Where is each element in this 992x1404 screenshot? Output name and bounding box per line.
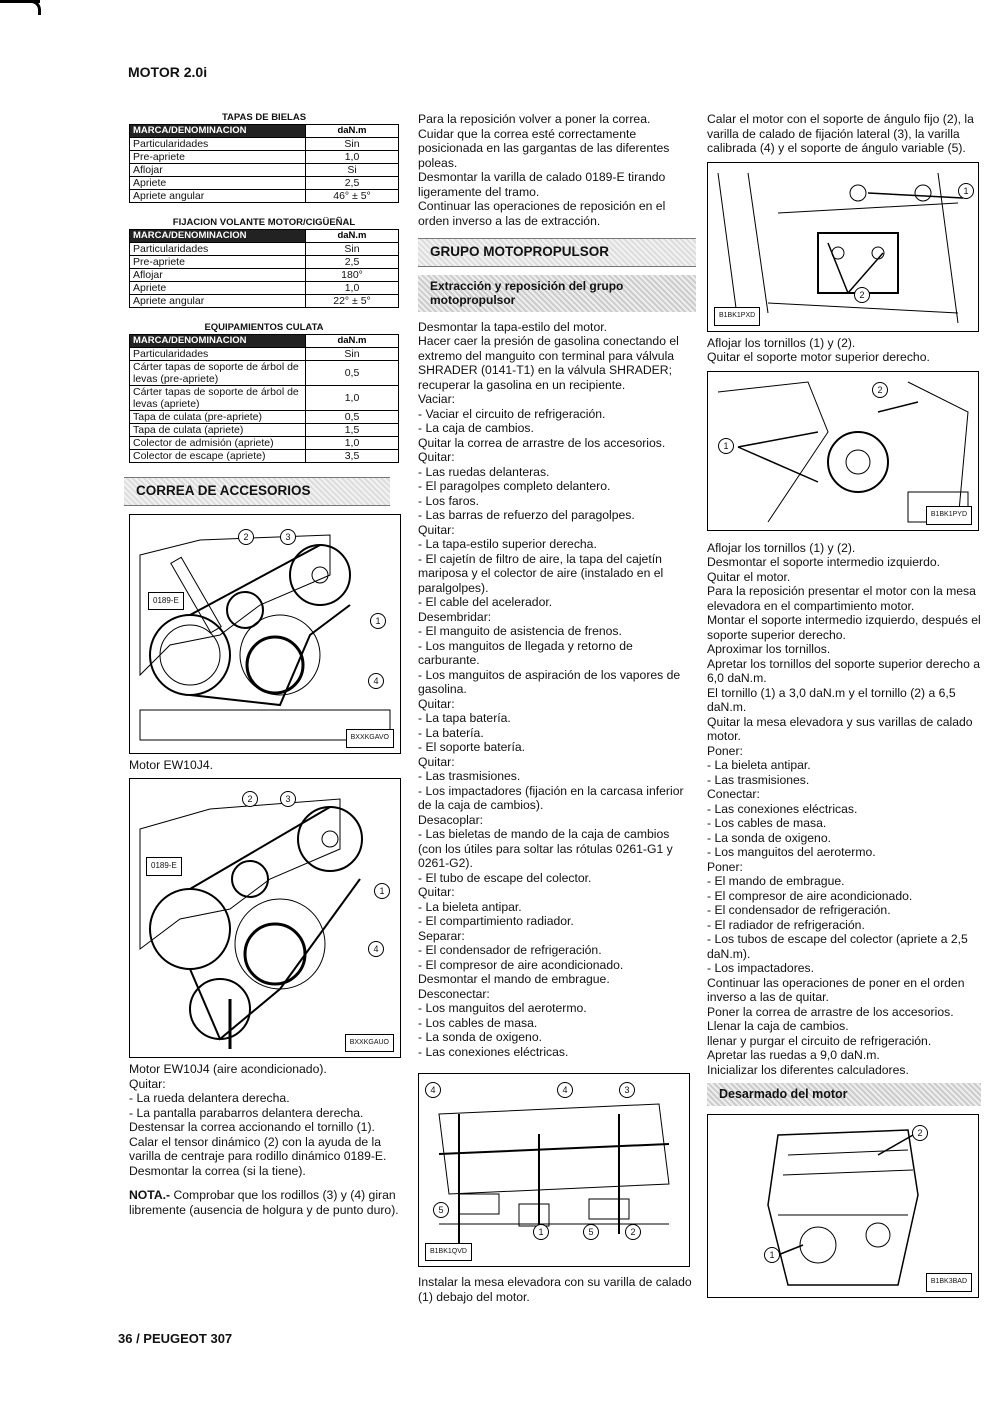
- text-line: Quitar el motor.: [707, 569, 791, 584]
- text-line: Para la reposición presentar el motor con la mesa elevadora en el compartimiento motor.: [707, 584, 976, 613]
- table-value-cell: 1,0: [306, 151, 399, 164]
- text-line: Para la reposición volver a poner la correa.: [418, 112, 651, 126]
- table-value-cell: 3,5: [306, 450, 399, 463]
- callout-2: 2: [872, 382, 888, 398]
- text-line: - El compresor de aire acondicionado.: [707, 888, 913, 903]
- table-header-cell: daN.m: [306, 125, 399, 138]
- text-line: Quitar:: [418, 885, 455, 899]
- col2-intro: [418, 112, 696, 228]
- figure-id: BXXKGAUO: [345, 1034, 394, 1053]
- table-row: [130, 256, 399, 269]
- text-line: Quitar:: [418, 522, 455, 537]
- text-line: - La sonda de oxigeno.: [418, 1030, 542, 1044]
- text-line: - Los cables de masa.: [418, 1015, 538, 1030]
- table-label-cell: Apriete: [130, 282, 306, 295]
- engine-disassembly-diagram: [708, 1115, 978, 1297]
- text-line: - El paragolpes completo delantero.: [418, 479, 611, 493]
- text-line: - La pantalla parabarros delantera derecha.: [129, 1105, 364, 1120]
- text-line: - Los manguitos del aerotermo.: [418, 1001, 587, 1015]
- table-value-cell: Si: [306, 164, 399, 177]
- figure-id: B1BK1PYD: [926, 506, 972, 525]
- nota-paragraph: [129, 1188, 400, 1217]
- belt-diagram: [130, 515, 400, 753]
- text-line: - Las barras de refuerzo del paragolpes.: [418, 508, 635, 522]
- text-line: Desmontar la correa (si la tiene).: [129, 1163, 306, 1178]
- text-line: Montar el soporte intermedio izquierdo, después el soporte superior derecho.: [707, 613, 981, 642]
- text-line: Conectar:: [707, 787, 760, 801]
- text-line: - Las trasmisiones.: [418, 769, 521, 783]
- text-line: Vaciar:: [418, 392, 456, 406]
- text-line: - La batería.: [418, 725, 484, 740]
- table-label-cell: Particularidades: [130, 138, 306, 151]
- text-line: Quitar:: [418, 450, 455, 464]
- caption-fig2: Motor EW10J4 (aire acondicionado).: [129, 1062, 327, 1076]
- table-label-cell: Apriete angular: [130, 295, 306, 308]
- figure-belt-ew10j4: [129, 514, 401, 754]
- callout-1: 1: [370, 613, 386, 629]
- text-line: - El tubo de escape del colector.: [418, 870, 592, 885]
- table-value-cell: 1,0: [306, 437, 399, 450]
- caption-lift-table: Instalar la mesa elevadora con su varilla de calado (1) debajo del motor.: [418, 1275, 692, 1304]
- table-header-cell: MARCA/DENOMINACION: [130, 125, 306, 138]
- table-row: [130, 361, 399, 386]
- spec-table: [129, 217, 399, 308]
- text-line: Desmontar la tapa-estilo del motor.: [418, 319, 607, 334]
- text-line: - Los impactadores.: [707, 961, 815, 975]
- callout-4: 4: [368, 941, 384, 957]
- text-line: - Las conexiones eléctricas.: [418, 1044, 569, 1059]
- section-correa: CORREA DE ACCESORIOS: [124, 477, 390, 506]
- engine-support-diagram: [708, 163, 978, 331]
- table-row: [130, 243, 399, 256]
- table-value-cell: 0,5: [306, 361, 399, 386]
- callout-1: 1: [533, 1224, 549, 1240]
- table-value-cell: 180°: [306, 269, 399, 282]
- column-middle: [418, 112, 696, 1310]
- col3-intro: Calar el motor con el soporte de ángulo fijo (2), la varilla de calado de fijación lateral (3), la varilla calibrada (4) y el soporte de ángulo variable (5).: [707, 112, 974, 155]
- spec-tables: [118, 112, 400, 463]
- spec-table: [129, 112, 399, 203]
- table-label-cell: Particularidades: [130, 348, 306, 361]
- text-line: - La bieleta antipar.: [418, 899, 522, 914]
- callout-3: 3: [280, 791, 296, 807]
- text-line: llenar y purgar el circuito de refrigeración.: [707, 1033, 932, 1048]
- text-line: - Las conexiones eléctricas.: [707, 801, 858, 816]
- figure-lift-table: [418, 1073, 690, 1267]
- callout-1: 1: [764, 1247, 780, 1263]
- col1-text: [129, 1077, 400, 1179]
- callout-5a: 5: [433, 1202, 449, 1218]
- text-line: - El cajetín de filtro de aire, la tapa del cajetín mariposa y el colector de aire (instalado en el paralgolpes).: [418, 551, 664, 595]
- tool-label: 0189-E: [146, 857, 182, 876]
- figure-engine-disassembly: [707, 1114, 979, 1298]
- text-line: - El mando de embrague.: [707, 874, 845, 888]
- table-label-cell: Tapa de culata (pre-apriete): [130, 411, 306, 424]
- table-header-cell: MARCA/DENOMINACION: [130, 335, 306, 348]
- text-line: - La bieleta antipar.: [707, 758, 811, 772]
- text-line: - El manguito de asistencia de frenos.: [418, 624, 622, 638]
- column-right: [707, 112, 981, 1298]
- column-left: [118, 112, 400, 1217]
- table-row: [130, 348, 399, 361]
- table-label-cell: Apriete: [130, 177, 306, 190]
- table-row: [130, 164, 399, 177]
- callout-2: 2: [238, 529, 254, 545]
- table-row: [130, 151, 399, 164]
- text-line: - Los manguitos del aerotermo.: [707, 845, 876, 859]
- text-line: Poner:: [707, 859, 743, 874]
- text-line: - Los manguitos de llegada y retorno de carburante.: [418, 638, 633, 667]
- text-line: - El compresor de aire acondicionado.: [418, 957, 624, 972]
- table-label-cell: Colector de admisión (apriete): [130, 437, 306, 450]
- text-line: Llenar la caja de cambios.: [707, 1019, 849, 1033]
- table-row: [130, 411, 399, 424]
- table-label-cell: Aflojar: [130, 269, 306, 282]
- table-value-cell: Sin: [306, 348, 399, 361]
- text-line: Quitar la mesa elevadora y sus varillas de calado motor.: [707, 714, 973, 743]
- callout-4b: 4: [557, 1082, 573, 1098]
- table-label-cell: Tapa de culata (apriete): [130, 424, 306, 437]
- text-line: - La tapa batería.: [418, 711, 511, 725]
- table-row: [130, 282, 399, 295]
- text-line: - El compartimiento radiador.: [418, 914, 574, 928]
- text-line: - Las bieletas de mando de la caja de cambios (con los útiles para soltar las rótulas 0261-G1 y 0261-G2).: [418, 827, 673, 870]
- figure-id: B1BK3BAD: [926, 1273, 972, 1292]
- table-label-cell: Pre-apriete: [130, 256, 306, 269]
- page-corner-mark: [0, 0, 40, 23]
- nota-text: Comprobar que los rodillos (3) y (4) giran libremente (ausencia de holgura y de punto duro).: [129, 1188, 399, 1217]
- table-value-cell: 2,5: [306, 256, 399, 269]
- table-header-cell: MARCA/DENOMINACION: [130, 230, 306, 243]
- table-value-cell: 46° ± 5°: [306, 190, 399, 203]
- caption-fig1-b: Quitar el soporte motor superior derecho.: [707, 350, 930, 364]
- text-line: - Los cables de masa.: [707, 816, 827, 830]
- text-line: - La sonda de oxigeno.: [707, 830, 831, 845]
- table-header-cell: daN.m: [306, 335, 399, 348]
- callout-3: 3: [619, 1082, 635, 1098]
- figure-id: B1BK1QVD: [425, 1243, 472, 1262]
- table-label-cell: Particularidades: [130, 243, 306, 256]
- text-line: - El cable del acelerador.: [418, 595, 553, 609]
- table-row: [130, 269, 399, 282]
- text-line: - El radiador de refrigeración.: [707, 917, 865, 932]
- table-header-cell: daN.m: [306, 230, 399, 243]
- callout-3: 3: [280, 529, 296, 545]
- text-line: Aproximar los tornillos.: [707, 642, 831, 656]
- text-line: Quitar:: [418, 754, 455, 769]
- text-line: Poner:: [707, 743, 743, 758]
- callout-1: 1: [958, 183, 974, 199]
- text-line: Continuar las operaciones de reposición en el orden inverso a las de extracción.: [418, 199, 666, 228]
- table-title: EQUIPAMIENTOS CULATA: [204, 322, 324, 333]
- table-value-cell: 22° ± 5°: [306, 295, 399, 308]
- figure-id: B1BK1PXD: [714, 307, 760, 326]
- table-title: TAPAS DE BIELAS: [221, 112, 307, 123]
- text-line: Calar el tensor dinámico (2) con la ayuda de la varilla de centraje para rodillo dinámico 0189-E.: [129, 1134, 387, 1163]
- text-line: Hacer caer la presión de gasolina conectando el extremo del manguito con terminal para válvula SHRADER (0141-T1) en la válvula SHRADER; recuperar la gasolina en un recipiente.: [418, 334, 679, 392]
- text-line: - La tapa-estilo superior derecha.: [418, 537, 597, 551]
- table-label-cell: Colector de escape (apriete): [130, 450, 306, 463]
- text-line: Poner la correa de arrastre de los accesorios.: [707, 1004, 954, 1019]
- text-line: Continuar las operaciones de poner en el orden inverso a las de quitar.: [707, 975, 965, 1004]
- text-line: Quitar la correa de arrastre de los accesorios.: [418, 435, 666, 450]
- callout-5b: 5: [583, 1224, 599, 1240]
- table-row: [130, 177, 399, 190]
- text-line: Desmontar el mando de embrague.: [418, 972, 610, 986]
- text-line: Desacoplar:: [418, 812, 484, 827]
- figure-engine-support: [707, 162, 979, 332]
- table-row: [130, 138, 399, 151]
- col2-text: [418, 320, 696, 1060]
- text-line: Quitar:: [418, 696, 455, 711]
- table-row: [130, 437, 399, 450]
- text-line: Apretar los tornillos del soporte superior derecho a 6,0 daN.m.: [707, 656, 981, 685]
- text-line: Desembridar:: [418, 609, 492, 624]
- table-value-cell: 2,5: [306, 177, 399, 190]
- callout-2: 2: [912, 1125, 928, 1141]
- belt-diagram-ac: [130, 779, 400, 1057]
- callout-4a: 4: [425, 1082, 441, 1098]
- table-label-cell: Cárter tapas de soporte de árbol de levas (pre-apriete): [130, 361, 306, 386]
- text-line: Inicializar los diferentes calculadores.: [707, 1062, 909, 1077]
- table-title: FIJACION VOLANTE MOTOR/CIGÜEÑAL: [172, 217, 356, 228]
- text-line: Cuidar que la correa esté correctamente posicionada en las gargantas de las diferentes poleas.: [418, 126, 670, 170]
- callout-1: 1: [374, 883, 390, 899]
- table-value-cell: 0,5: [306, 411, 399, 424]
- text-line: - El condensador de refrigeración.: [418, 943, 602, 957]
- table-label-cell: Pre-apriete: [130, 151, 306, 164]
- text-line: Desmontar el soporte intermedio izquierdo.: [707, 555, 941, 569]
- caption-fig1-a: Aflojar los tornillos (1) y (2).: [707, 335, 856, 350]
- lift-table-diagram: [419, 1074, 689, 1266]
- text-line: - Las ruedas delanteras.: [418, 464, 550, 479]
- callout-4: 4: [368, 673, 384, 689]
- callout-1: 1: [718, 438, 734, 454]
- table-row: [130, 386, 399, 411]
- col3-text: [707, 541, 981, 1078]
- table-value-cell: 1,0: [306, 386, 399, 411]
- page-header: MOTOR 2.0i: [128, 64, 208, 80]
- text-line: - Los manguitos de aspiración de los vapores de gasolina.: [418, 667, 681, 696]
- callout-2: 2: [854, 287, 870, 303]
- table-value-cell: Sin: [306, 138, 399, 151]
- text-line: El tornillo (1) a 3,0 daN.m y el tornillo (2) a 6,5 daN.m.: [707, 685, 956, 714]
- text-line: - Los impactadores (fijación en la carcasa inferior de la caja de cambios).: [418, 783, 684, 812]
- table-label-cell: Apriete angular: [130, 190, 306, 203]
- nota-label: NOTA.-: [129, 1188, 171, 1202]
- callout-2: 2: [242, 791, 258, 807]
- text-line: Aflojar los tornillos (1) y (2).: [707, 540, 856, 555]
- text-line: - Los faros.: [418, 493, 479, 508]
- text-line: Desmontar la varilla de calado 0189-E tirando ligeramente del tramo.: [418, 170, 666, 199]
- caption-fig1: Motor EW10J4.: [129, 757, 213, 772]
- table-row: [130, 424, 399, 437]
- figure-belt-ew10j4-ac: [129, 778, 401, 1058]
- table-row: [130, 190, 399, 203]
- tool-label: 0189-E: [148, 592, 184, 611]
- text-line: Quitar:: [129, 1076, 166, 1091]
- subsection-extraccion: Extracción y reposición del grupo motopropulsor: [418, 275, 696, 312]
- text-line: - La rueda delantera derecha.: [129, 1091, 290, 1105]
- spec-table: [129, 322, 399, 463]
- table-row: [130, 450, 399, 463]
- table-value-cell: 1,0: [306, 282, 399, 295]
- table-label-cell: Cárter tapas de soporte de árbol de levas (apriete): [130, 386, 306, 411]
- text-line: Destensar la correa accionando el tornillo (1).: [129, 1120, 375, 1134]
- page-footer: 36 / PEUGEOT 307: [118, 1331, 233, 1346]
- text-line: - Las trasmisiones.: [707, 772, 810, 787]
- figure-id: BXXKGAVO: [346, 729, 394, 748]
- callout-2: 2: [625, 1224, 641, 1240]
- text-line: - Los tubos de escape del colector (apriete a 2,5 daN.m).: [707, 932, 968, 961]
- figure-engine-top: [707, 371, 979, 531]
- text-line: Desconectar:: [418, 986, 490, 1001]
- table-value-cell: 1,5: [306, 424, 399, 437]
- table-value-cell: Sin: [306, 243, 399, 256]
- text-line: - El soporte batería.: [418, 740, 526, 754]
- text-line: - Vaciar el circuito de refrigeración.: [418, 406, 606, 421]
- table-label-cell: Aflojar: [130, 164, 306, 177]
- section-grupo: GRUPO MOTOPROPULSOR: [418, 238, 696, 267]
- text-line: - La caja de cambios.: [418, 421, 534, 435]
- text-line: Separar:: [418, 928, 465, 943]
- text-line: Apretar las ruedas a 9,0 daN.m.: [707, 1048, 880, 1062]
- text-line: - El condensador de refrigeración.: [707, 903, 891, 917]
- table-row: [130, 295, 399, 308]
- section-desarmado: Desarmado del motor: [707, 1083, 981, 1106]
